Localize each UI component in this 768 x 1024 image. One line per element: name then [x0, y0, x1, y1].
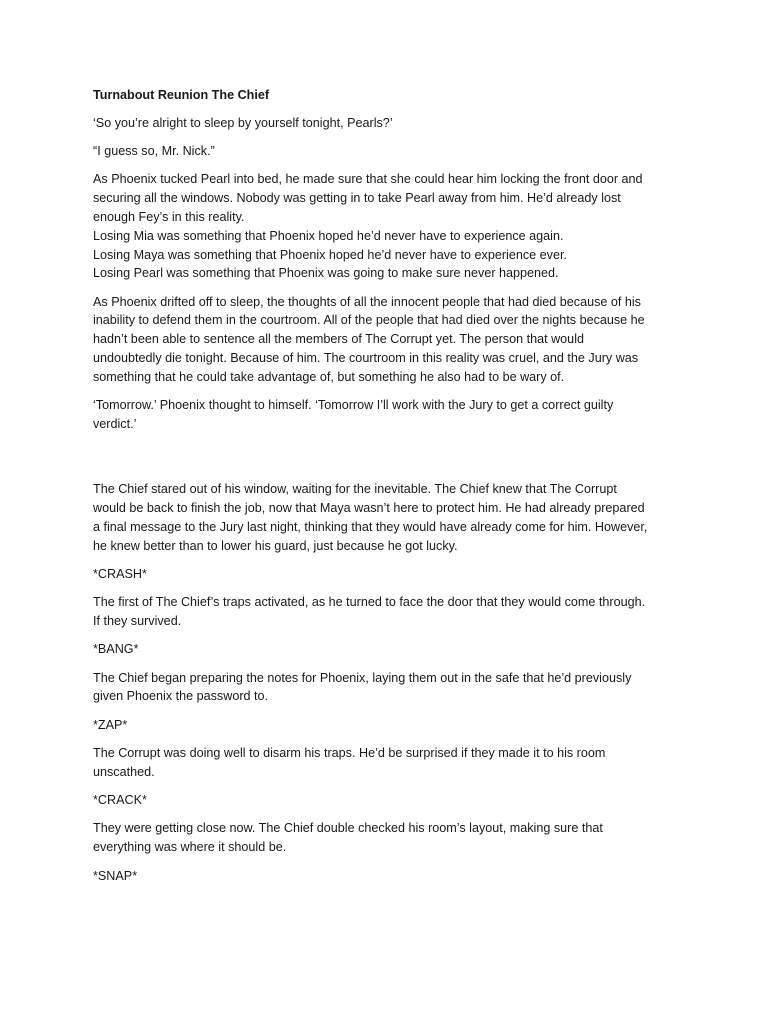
text-line: *BANG* [93, 642, 139, 657]
text-line: everything was where it should be. [93, 840, 287, 855]
text-line: hadn’t been able to sentence all the members of The Corrupt yet. The person that would [93, 332, 584, 347]
document-page [93, 86, 683, 895]
text-line: enough Fey’s in this reality. [93, 209, 245, 224]
text-line: unscathed. [93, 764, 155, 779]
paragraph [93, 669, 683, 707]
text-line: *SNAP* [93, 868, 138, 883]
text-line: ‘So you’re alright to sleep by yourself tonight, Pearls?’ [93, 115, 393, 130]
text-line: If they survived. [93, 614, 182, 629]
text-line: Losing Mia was something that Phoenix hoped he’d never have to experience again. [93, 228, 564, 243]
text-line: The first of The Chief’s traps activated, as he turned to face the door that they would come through. [93, 595, 646, 610]
paragraph [93, 716, 683, 735]
text-line: *ZAP* [93, 717, 128, 732]
text-line: As Phoenix drifted off to sleep, the thoughts of all the innocent people that had died because of his [93, 294, 641, 309]
text-line: a final message to the Jury last night, thinking that they would have already come for him. However, [93, 519, 648, 534]
paragraph [93, 640, 683, 659]
paragraph [93, 114, 683, 133]
text-line: The Chief stared out of his window, waiting for the inevitable. The Chief knew that The Corrupt [93, 482, 617, 497]
text-line: undoubtedly die tonight. Because of him. The courtroom in this reality was cruel, and the Jury was [93, 351, 639, 366]
text-line: ‘Tomorrow.’ Phoenix thought to himself. ‘Tomorrow I’ll work with the Jury to get a correct guilty [93, 398, 614, 413]
paragraph [93, 480, 683, 555]
story-section-1 [93, 114, 683, 434]
paragraph [93, 293, 683, 387]
text-line: *CRASH* [93, 566, 147, 581]
text-line: Losing Pearl was something that Phoenix was going to make sure never happened. [93, 266, 559, 281]
text-line: he knew better than to lower his guard, just because he got lucky. [93, 538, 458, 553]
text-line: As Phoenix tucked Pearl into bed, he made sure that she could hear him locking the front door and [93, 172, 643, 187]
text-line: *CRACK* [93, 793, 147, 808]
text-line: Losing Maya was something that Phoenix hoped he’d never have to experience ever. [93, 247, 567, 262]
document-title: Turnabout Reunion The Chief [93, 88, 270, 102]
text-line: They were getting close now. The Chief double checked his room’s layout, making sure that [93, 821, 603, 836]
paragraph [93, 819, 683, 857]
text-line: The Chief began preparing the notes for Phoenix, laying them out in the safe that he’d previously [93, 670, 632, 685]
text-line: given Phoenix the password to. [93, 689, 269, 704]
paragraph [93, 791, 683, 810]
text-line: inability to defend them in the courtroom. All of the people that had died over the nights because he [93, 313, 645, 328]
paragraph [93, 744, 683, 782]
paragraph [93, 867, 683, 886]
paragraph [93, 396, 683, 434]
text-line: securing all the windows. Nobody was getting in to take Pearl away from him. He’d already lost [93, 191, 621, 206]
story-section-2 [93, 480, 683, 885]
text-line: “I guess so, Mr. Nick.” [93, 144, 215, 159]
paragraph [93, 565, 683, 584]
text-line: would be back to finish the job, now that Maya wasn’t here to protect him. He had already prepared [93, 501, 645, 516]
paragraph [93, 170, 683, 283]
text-line: something that he could take advantage of, but something he also had to be wary of. [93, 369, 565, 384]
paragraph [93, 593, 683, 631]
text-line: The Corrupt was doing well to disarm his traps. He’d be surprised if they made it to his room [93, 746, 606, 761]
paragraph [93, 142, 683, 161]
text-line: verdict.’ [93, 416, 137, 431]
section-break [93, 443, 683, 480]
